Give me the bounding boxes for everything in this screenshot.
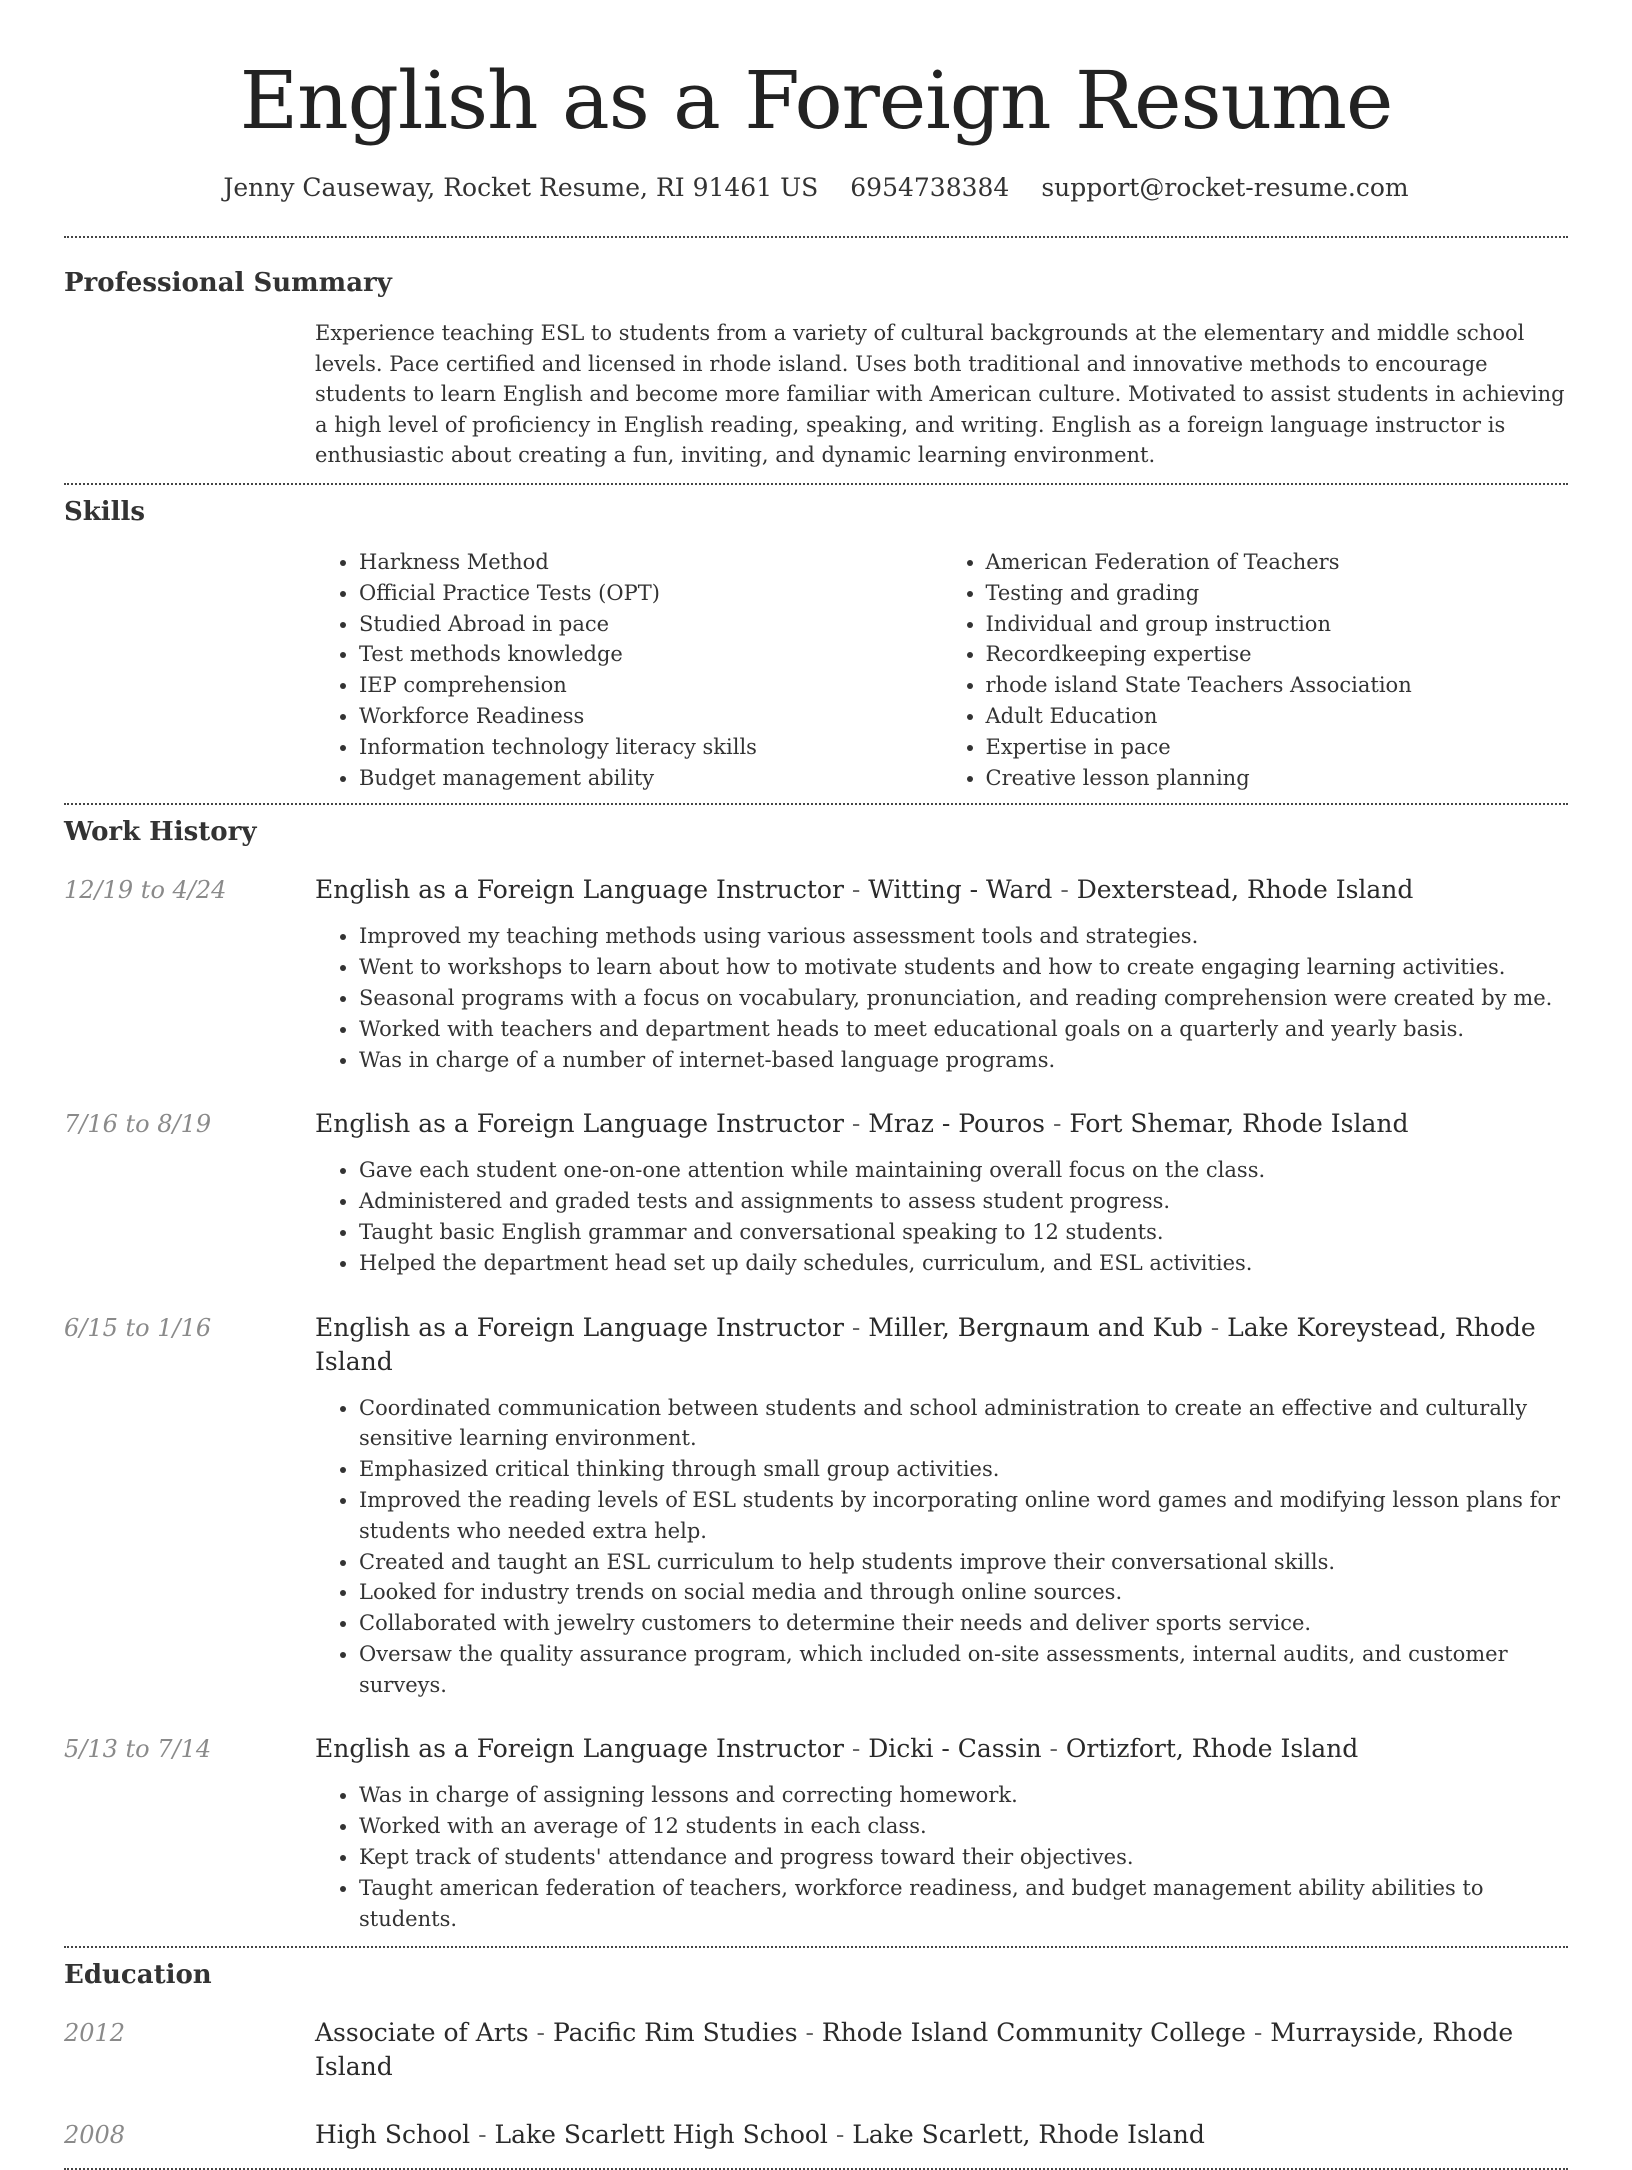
summary-text: Experience teaching ESL to students from a variety of cultural backgrounds at the elementary and middle school levels. Pace certified and licensed in rhode island. Uses both traditional and innovative methods to encourage students to learn English and become more familiar with American culture. Motivated to assist students in achieving a high level of proficiency in English reading, speaking, and writing. English as a foreign language instructor is enthusiastic about creating a fun, inviting, and dynamic learning environment. (315, 321, 1565, 468)
job-entry (64, 873, 1568, 1075)
contact-phone: 6954738384 (850, 173, 1010, 202)
education-year: 2008 (64, 2121, 126, 2150)
job-heading (315, 1732, 1568, 1766)
skill-item: • Testing and grading (986, 578, 1569, 609)
skill-item: • rhode island State Teachers Association (986, 670, 1569, 701)
education-field: Pacific Rim Studies (552, 2018, 798, 2048)
education-year: 2012 (64, 2019, 126, 2048)
job-bullet: • Taught basic English grammar and conversational speaking to 12 students. (359, 1217, 1568, 1248)
job-bullet: • Was in charge of a number of internet-based language programs. (359, 1045, 1568, 1076)
education-degree: High School (315, 2120, 471, 2150)
job-bullet: • Collaborated with jewelry customers to determine their needs and deliver sports service. (359, 1608, 1568, 1639)
job-title: English as a Foreign Language Instructor (315, 1734, 844, 1764)
separator: - (1045, 1109, 1070, 1139)
education-entry (64, 2016, 1568, 2084)
job-dates: 6/15 to 1/16 (64, 1313, 212, 1342)
skill-item: • Adult Education (986, 701, 1569, 732)
job-bullet: • Seasonal programs with a focus on vocabulary, pronunciation, and reading comprehension were created by me. (359, 983, 1568, 1014)
contact-address: Jenny Causeway, Rocket Resume, RI 91461 US (223, 173, 819, 202)
divider (64, 1946, 1568, 1948)
skills-grid (315, 547, 1568, 793)
job-bullet: • Went to workshops to learn about how to motivate students and how to create engaging learning activities. (359, 952, 1568, 983)
education-heading: Education (64, 1960, 212, 1991)
separator: - (1245, 2018, 1271, 2048)
job-location: Fort Shemar, Rhode Island (1069, 1109, 1409, 1139)
skill-item: • Budget management ability (359, 763, 942, 794)
job-company: Witting - Ward (868, 875, 1053, 905)
separator: - (470, 2120, 495, 2150)
job-bullet: • Kept track of students' attendance and progress toward their objectives. (359, 1842, 1568, 1873)
education-details (315, 2118, 1205, 2152)
job-entry (64, 1732, 1568, 1934)
education-school: Rhode Island Community College (821, 2018, 1246, 2048)
job-bullet: • Oversaw the quality assurance program, which included on-site assessments, internal audits, and customer surveys. (359, 1639, 1568, 1701)
separator: - (797, 2018, 822, 2048)
skills-list-right (942, 547, 1569, 793)
job-location: Lake Koreystead, Rhode Island (315, 1312, 1536, 1376)
resume-title: English as a Foreign Resume (239, 54, 1393, 147)
skill-item: • Recordkeeping expertise (986, 639, 1569, 670)
divider (64, 803, 1568, 805)
job-location: Dexterstead, Rhode Island (1076, 875, 1414, 905)
job-bullets (315, 1780, 1568, 1934)
separator: - (528, 2018, 553, 2048)
work-history-section (64, 815, 1568, 1934)
job-title: English as a Foreign Language Instructor (315, 875, 844, 905)
job-bullet: • Worked with teachers and department heads to meet educational goals on a quarterly and yearly basis. (359, 1014, 1568, 1045)
education-details (315, 2016, 1568, 2084)
job-bullet: • Worked with an average of 12 students in each class. (359, 1811, 1568, 1842)
job-heading (315, 1311, 1568, 1379)
job-entry (64, 1311, 1568, 1701)
skill-item: • American Federation of Teachers (986, 547, 1569, 578)
work-history-heading: Work History (64, 817, 257, 848)
job-body (315, 1311, 1568, 1701)
job-company: Miller, Bergnaum and Kub (868, 1312, 1203, 1342)
job-bullet: • Improved the reading levels of ESL students by incorporating online word games and modifying lesson plans for students who needed extra help. (359, 1485, 1568, 1547)
education-section (64, 1958, 1568, 2152)
skill-item: • IEP comprehension (359, 670, 942, 701)
education-school: Lake Scarlett High School (494, 2120, 828, 2150)
divider (64, 483, 1568, 485)
divider (64, 236, 1568, 238)
skill-item: • Test methods knowledge (359, 639, 942, 670)
separator: - (1202, 1312, 1228, 1342)
job-company: Dicki - Cassin (868, 1734, 1042, 1764)
skill-item: • Individual and group instruction (986, 609, 1569, 640)
job-bullet: • Coordinated communication between students and school administration to create an effective and culturally sensitive learning environment. (359, 1393, 1568, 1455)
job-bullet: • Helped the department head set up daily schedules, curriculum, and ESL activities. (359, 1248, 1568, 1279)
job-location: Ortizfort, Rhode Island (1065, 1734, 1359, 1764)
job-bullet: • Gave each student one-on-one attention while maintaining overall focus on the class. (359, 1155, 1568, 1186)
job-bullet: • Looked for industry trends on social media and through online sources. (359, 1577, 1568, 1608)
summary-section (64, 266, 1568, 471)
job-body (315, 873, 1568, 1075)
education-entry (64, 2118, 1568, 2152)
job-heading (315, 1107, 1568, 1141)
job-bullet: • Administered and graded tests and assignments to assess student progress. (359, 1186, 1568, 1217)
job-dates: 5/13 to 7/14 (64, 1735, 212, 1764)
separator: - (843, 1312, 869, 1342)
job-bullet: • Created and taught an ESL curriculum to help students improve their conversational skills. (359, 1547, 1568, 1578)
separator: - (1052, 875, 1077, 905)
job-bullets (315, 1155, 1568, 1278)
skill-item: • Information technology literacy skills (359, 732, 942, 763)
separator: - (1041, 1734, 1066, 1764)
skills-section (64, 495, 1568, 793)
job-company: Mraz - Pouros (868, 1109, 1046, 1139)
job-title: English as a Foreign Language Instructor (315, 1312, 844, 1342)
job-dates: 12/19 to 4/24 (64, 876, 227, 905)
skill-item: • Creative lesson planning (986, 763, 1569, 794)
job-dates: 7/16 to 8/19 (64, 1110, 212, 1139)
separator: - (843, 875, 869, 905)
education-location: Murrayside, Rhode Island (315, 2018, 1514, 2082)
summary-content (315, 318, 1568, 471)
education-degree: Associate of Arts (315, 2018, 529, 2048)
job-heading (315, 873, 1568, 907)
job-bullet: • Improved my teaching methods using various assessment tools and strategies. (359, 921, 1568, 952)
summary-heading: Professional Summary (64, 268, 392, 298)
skills-heading: Skills (64, 496, 146, 527)
job-bullets (315, 1393, 1568, 1701)
contact-email: support@rocket-resume.com (1041, 173, 1409, 202)
skill-item: • Official Practice Tests (OPT) (359, 578, 942, 609)
job-bullet: • Was in charge of assigning lessons and correcting homework. (359, 1780, 1568, 1811)
job-bullets (315, 921, 1568, 1075)
skills-list-left (315, 547, 942, 793)
skill-item: • Expertise in pace (986, 732, 1569, 763)
skill-item: • Studied Abroad in pace (359, 609, 942, 640)
skill-item: • Workforce Readiness (359, 701, 942, 732)
skill-item: • Harkness Method (359, 547, 942, 578)
separator: - (827, 2120, 853, 2150)
job-body (315, 1107, 1568, 1278)
education-location: Lake Scarlett, Rhode Island (852, 2120, 1205, 2150)
job-bullet: • Taught american federation of teachers, workforce readiness, and budget management ability abilities to students. (359, 1873, 1568, 1935)
job-title: English as a Foreign Language Instructor (315, 1109, 844, 1139)
job-entry (64, 1107, 1568, 1278)
separator: - (843, 1109, 869, 1139)
job-body (315, 1732, 1568, 1934)
contact-line (64, 172, 1568, 204)
separator: - (843, 1734, 869, 1764)
job-bullet: • Emphasized critical thinking through small group activities. (359, 1454, 1568, 1485)
